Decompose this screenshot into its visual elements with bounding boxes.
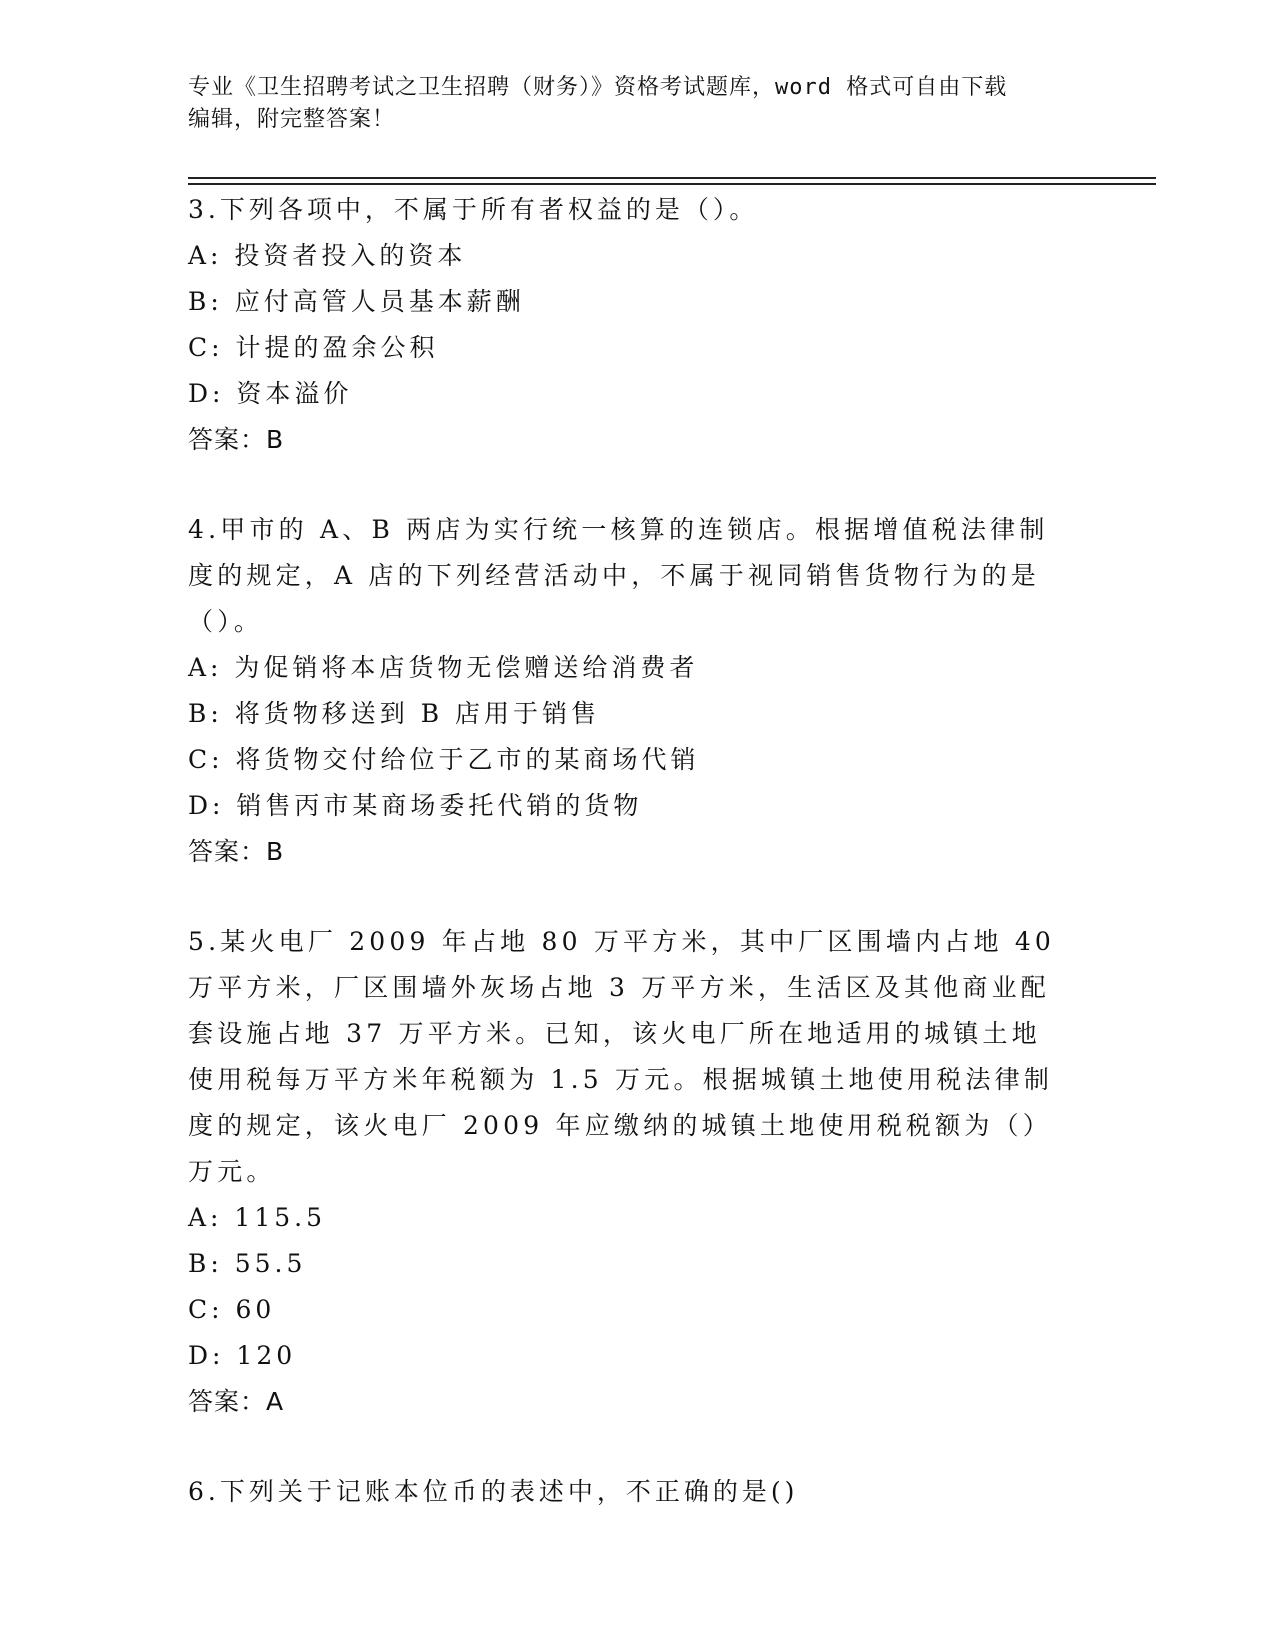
- option-a: A: 为促销将本店货物无偿赠送给消费者: [188, 653, 699, 682]
- answer: 答案：B: [188, 425, 285, 454]
- document-header: [188, 72, 1088, 136]
- question-5: [188, 919, 1088, 1425]
- option-d: D: 资本溢价: [188, 379, 353, 408]
- question-text: 5.某火电厂 2009 年占地 80 万平方米，其中厂区围墙内占地 40 万平方米，厂区围墙外灰场占地 3 万平方米，生活区及其他商业配套设施占地 37 万平方米。已知，该火电厂所在地适用的城镇土地使用税每万平方米年税额为 1.5 万元。根据城镇土地使用税法律制度的规定，该火电厂 2009 年应缴纳的城镇土地使用税税额为（）万元。: [188, 927, 1056, 1186]
- question-list: [188, 187, 1088, 1515]
- option-b: B: 应付高管人员基本薪酬: [188, 287, 525, 316]
- question-spacer: [188, 463, 1088, 507]
- header-divider-top: [188, 177, 1156, 179]
- option-a: A: 投资者投入的资本: [188, 241, 467, 270]
- answer: 答案：B: [188, 837, 285, 866]
- option-a: A: 115.5: [188, 1203, 326, 1232]
- answer: 答案：A: [188, 1387, 285, 1416]
- option-c: C: 60: [188, 1295, 276, 1324]
- question-text: 6.下列关于记账本位币的表述中，不正确的是(): [188, 1477, 799, 1506]
- header-line-1: 专业《卫生招聘考试之卫生招聘（财务）》资格考试题库，word 格式可自由下载: [188, 75, 1008, 100]
- option-b: B: 将货物移送到 B 店用于销售: [188, 699, 601, 728]
- header-line-2: 编辑，附完整答案！: [188, 107, 396, 132]
- question-text: 4.甲市的 A、B 两店为实行统一核算的连锁店。根据增值税法律制度的规定，A 店的下列经营活动中，不属于视同销售货物行为的是（）。: [188, 515, 1049, 636]
- question-4: [188, 507, 1088, 875]
- option-c: C: 计提的盈余公积: [188, 333, 439, 362]
- header-divider-bottom: [188, 183, 1156, 185]
- question-3: [188, 187, 1088, 463]
- option-c: C: 将货物交付给位于乙市的某商场代销: [188, 745, 700, 774]
- option-b: B: 55.5: [188, 1249, 307, 1278]
- question-spacer: [188, 875, 1088, 919]
- question-6: [188, 1469, 1088, 1515]
- question-text: 3.下列各项中，不属于所有者权益的是（）。: [188, 195, 759, 224]
- option-d: D: 120: [188, 1341, 297, 1370]
- question-spacer: [188, 1425, 1088, 1469]
- option-d: D: 销售丙市某商场委托代销的货物: [188, 791, 643, 820]
